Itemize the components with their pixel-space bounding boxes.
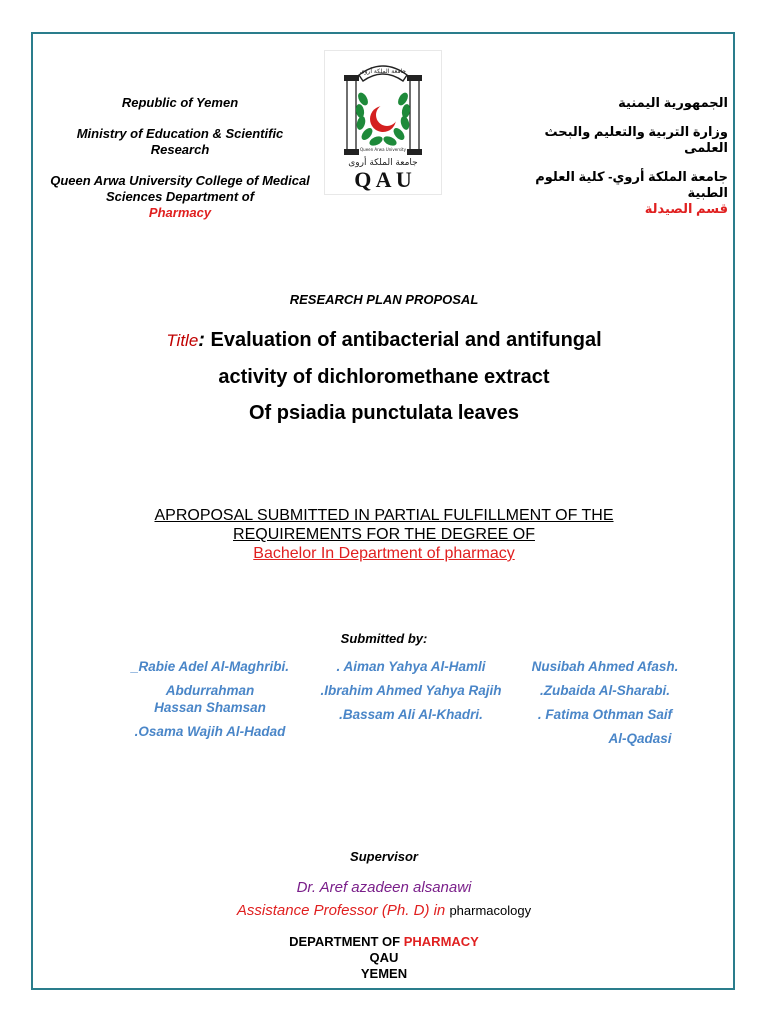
title-label: Title: [166, 331, 199, 350]
header-department: Pharmacy: [148, 205, 212, 220]
supervisor-heading: Supervisor: [350, 849, 418, 864]
svg-text:جامعة الملكة أروى: جامعة الملكة أروى: [359, 68, 407, 75]
student-name: _Rabie Adel Al-Maghribi.: [130, 659, 290, 674]
footer-country: YEMEN: [360, 966, 408, 981]
footer-qau: QAU: [369, 950, 399, 965]
svg-text:جامعة الملكة أروى: جامعة الملكة أروى: [348, 158, 418, 168]
footer-dept-prefix: DEPARTMENT OF: [289, 934, 401, 949]
students-column-2: [306, 658, 516, 723]
students-column-1: [110, 658, 310, 740]
header-left: [50, 95, 310, 221]
header-ministry: Ministry of Education & Scientific Research: [76, 126, 284, 157]
submitted-by-heading: Submitted by:: [340, 631, 428, 646]
header-department-ar: قسم الصيدلة: [644, 201, 728, 216]
university-logo: [324, 50, 442, 195]
footer: [0, 934, 768, 982]
header-college: Queen Arwa University College of Medical Sciences Department of: [50, 173, 310, 204]
title-text-1: Evaluation of antibacterial and antifungal: [210, 329, 602, 351]
student-name: .Bassam Ali Al-Khadri.: [339, 707, 483, 722]
title-colon: :: [198, 329, 205, 351]
student-name: Nusibah Ahmed Afash.: [531, 659, 679, 674]
student-name: .Ibrahim Ahmed Yahya Rajih: [320, 683, 502, 698]
header-ministry-ar: وزارة التربية والتعليم والبحث العلمى: [544, 124, 728, 155]
footer-dept-name: PHARMACY: [403, 934, 479, 949]
svg-text:Queen Arwa University: Queen Arwa University: [360, 147, 406, 152]
student-name: . Fatima Othman Saif: [537, 707, 673, 722]
student-name: Abdurrahman Hassan Shamsan: [154, 683, 266, 715]
supervisor-title: Assistance Professor (Ph. D) in: [236, 902, 446, 919]
student-name: .Zubaida Al-Sharabi.: [539, 683, 671, 698]
header-country-ar: الجمهورية اليمنية: [618, 95, 728, 110]
svg-text:Q A U: Q A U: [354, 167, 412, 192]
supervisor-field: pharmacology: [449, 903, 532, 918]
degree-name: Bachelor In Department of pharmacy: [253, 545, 515, 562]
title-line-1: [0, 322, 768, 359]
footer-department: [0, 934, 768, 950]
header-country: Republic of Yemen: [121, 95, 239, 110]
students-column-3: [510, 658, 700, 747]
fulfillment-line-2: REQUIREMENTS FOR THE DEGREE OF: [233, 526, 535, 543]
student-name: .Osama Wajih Al-Hadad: [134, 724, 286, 739]
header-right: [498, 95, 728, 217]
header-college-ar: جامعة الملكة أروي- كلية العلوم الطبية: [535, 169, 728, 200]
university-emblem-icon: [325, 51, 441, 194]
proposal-heading: RESEARCH PLAN PROPOSAL: [289, 292, 479, 307]
fulfillment-line-1: APROPOSAL SUBMITTED IN PARTIAL FULFILLMENT OF THE: [154, 507, 614, 524]
student-name: Al-Qadasi: [608, 731, 672, 746]
supervisor-position: [0, 902, 768, 919]
supervisor-name: Dr. Aref azadeen alsanawi: [296, 879, 472, 896]
student-name: . Aiman Yahya Al-Hamli: [336, 659, 486, 674]
title-block: [0, 322, 768, 431]
title-line-2: activity of dichloromethane extract: [218, 366, 550, 388]
fulfillment-statement: [0, 506, 768, 563]
title-line-3: Of psiadia punctulata leaves: [248, 402, 520, 424]
